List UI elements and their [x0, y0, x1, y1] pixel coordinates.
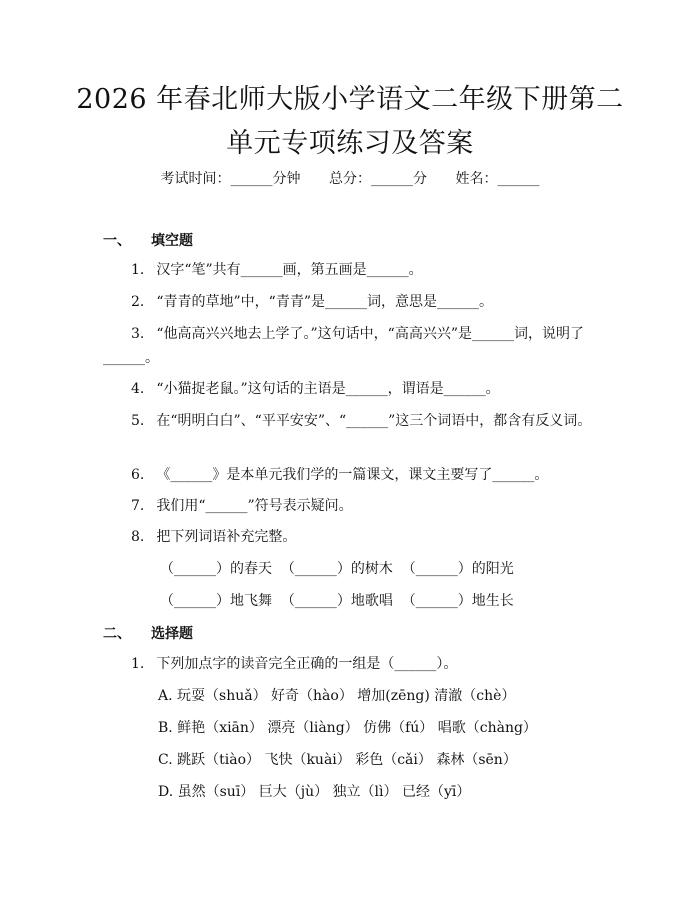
fill-question-1: [103, 258, 601, 282]
question-number: 3.: [131, 326, 145, 342]
question-text: 我们用“______”符号表示疑问。: [156, 498, 353, 514]
page-title: [60, 78, 640, 166]
exam-score: 总分：______分: [329, 171, 427, 187]
question-number: 8.: [131, 529, 145, 545]
section-title: 填空题: [151, 233, 193, 249]
option-d: D. 虽然（suī） 巨大（jù） 独立（lì） 已经（yī）: [158, 784, 471, 800]
question-number: 6.: [131, 467, 145, 483]
exam-meta: [0, 168, 700, 188]
exam-time: 考试时间：______分钟: [160, 171, 301, 187]
fill-question-8: [103, 525, 601, 549]
fill-question-5: [103, 409, 601, 433]
section-number: 二、: [103, 626, 131, 642]
section-fill-header: [103, 230, 193, 250]
title-line-2: 单元专项练习及答案: [226, 128, 474, 159]
fill-question-6: [103, 463, 601, 487]
option-a: A. 玩耍（shuǎ） 好奇（hào） 增加(zēng) 清澈（chè）: [158, 688, 516, 704]
choice-question-1: [103, 652, 601, 676]
question-text: 把下列词语补充完整。: [156, 529, 297, 545]
section-choice-header: [103, 623, 193, 643]
fill-question-4: [103, 377, 601, 401]
question-number: 7.: [131, 498, 145, 514]
question-number: 2.: [131, 294, 145, 310]
question-number: 5.: [131, 413, 145, 429]
option-b: B. 鲜艳（xiān） 漂亮（liàng） 仿佛（fú） 唱歌（chàng）: [158, 720, 537, 736]
question-text: 在“明明白白”、“平平安安”、“______”这三个词语中，都含有反义词。: [156, 413, 592, 429]
fill-words-row-2: （______）地飞舞 （______）地歌唱 （______）地生长: [160, 593, 514, 609]
option-c: C. 跳跃（tiào） 飞快（kuài） 彩色（cǎi） 森林（sēn）: [158, 752, 517, 768]
section-number: 一、: [103, 233, 131, 249]
section-title: 选择题: [151, 626, 193, 642]
question-text: “他高高兴兴地去上学了。”这句话中，“高高兴兴”是______词，说明了______。: [103, 326, 584, 366]
question-text: 下列加点字的读音完全正确的一组是（______）。: [156, 656, 458, 672]
question-text: “小猫捉老鼠。”这句话的主语是______，谓语是______。: [156, 381, 500, 397]
fill-question-7: [103, 494, 601, 518]
title-line-1: 2026 年春北师大版小学语文二年级下册第二: [76, 84, 624, 115]
fill-question-2: [103, 290, 601, 314]
fill-words-row-1: （______）的春天 （______）的树木 （______）的阳光: [160, 561, 514, 577]
question-number: 1.: [131, 656, 145, 672]
fill-question-3: [103, 322, 601, 370]
question-text: 汉字“笔”共有______画，第五画是______。: [156, 262, 423, 278]
question-text: “青青的草地”中，“青青”是______词，意思是______。: [156, 294, 493, 310]
question-text: 《______》是本单元我们学的一篇课文，课文主要写了______。: [156, 467, 549, 483]
question-number: 4.: [131, 381, 145, 397]
question-number: 1.: [131, 262, 145, 278]
student-name: 姓名：______: [455, 171, 540, 187]
